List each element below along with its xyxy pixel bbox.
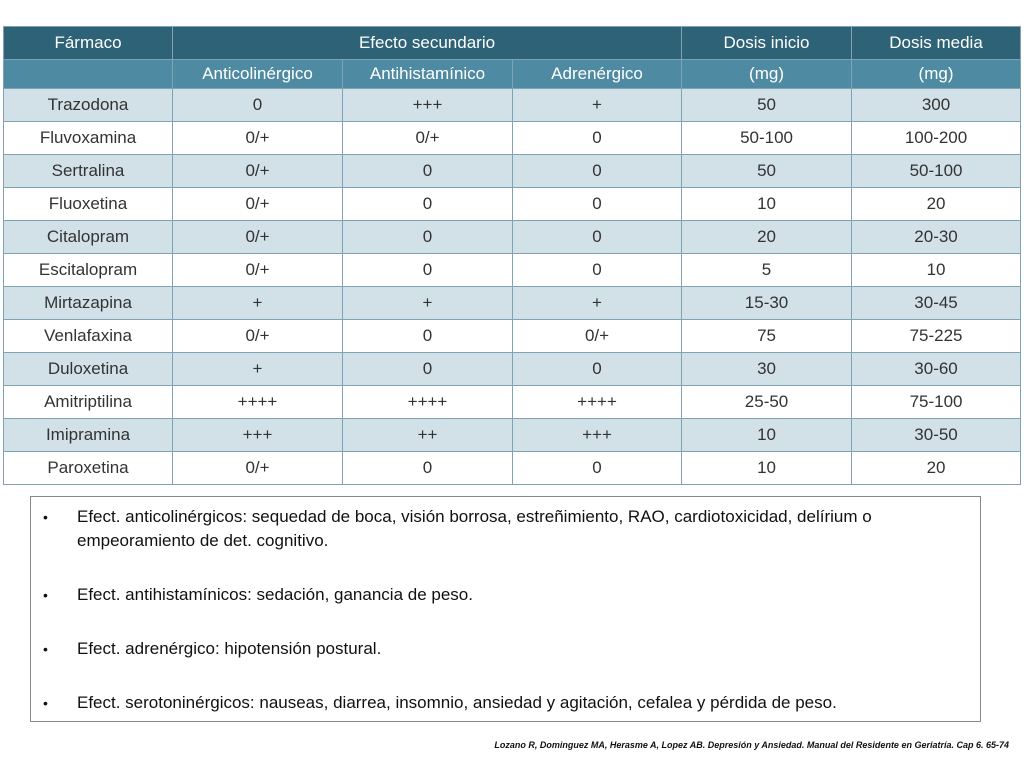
header-dosis-media: Dosis media — [852, 27, 1021, 60]
table-cell: +++ — [173, 419, 343, 452]
table-row — [4, 386, 1021, 419]
citation: Lozano R, Dominguez MA, Herasme A, Lopez AB. Depresión y Ansiedad. Manual del Residente en Geriatría. Cap 6. 65-74 — [494, 740, 1009, 750]
table-row — [4, 254, 1021, 287]
table-cell: + — [173, 353, 343, 386]
drug-name-cell: Imipramina — [4, 419, 173, 452]
drug-name-cell: Mirtazapina — [4, 287, 173, 320]
table-cell: 30-45 — [852, 287, 1021, 320]
table-cell: 50-100 — [852, 155, 1021, 188]
table-cell: 0 — [513, 353, 682, 386]
bullet-icon: • — [43, 509, 48, 525]
bullet-icon: • — [43, 695, 48, 711]
table-row — [4, 89, 1021, 122]
drug-name-cell: Amitriptilina — [4, 386, 173, 419]
table-cell: 30 — [682, 353, 852, 386]
table-cell: 0 — [343, 155, 513, 188]
table-cell: 0/+ — [173, 452, 343, 485]
table-cell: 0/+ — [343, 122, 513, 155]
drug-name-cell: Venlafaxina — [4, 320, 173, 353]
table-cell: 10 — [682, 452, 852, 485]
header-anticolinergico: Anticolinérgico — [173, 60, 343, 89]
table-cell: + — [513, 89, 682, 122]
bullet-icon: • — [43, 641, 48, 657]
table-cell: ++++ — [173, 386, 343, 419]
table-cell: 75 — [682, 320, 852, 353]
table-cell: 0 — [343, 221, 513, 254]
table-cell: 0 — [343, 254, 513, 287]
drug-name-cell: Trazodona — [4, 89, 173, 122]
table-cell: ++++ — [513, 386, 682, 419]
table-cell: 0 — [513, 221, 682, 254]
header-farmaco: Fármaco — [4, 27, 173, 60]
table-cell: 0 — [343, 320, 513, 353]
table-cell: 0 — [513, 254, 682, 287]
note-antihistaminicos: Efect. antihistamínicos: sedación, ganancia de peso. — [77, 585, 473, 604]
drug-name-cell: Paroxetina — [4, 452, 173, 485]
table-cell: 0 — [513, 188, 682, 221]
header-blank — [4, 60, 173, 89]
drug-name-cell: Duloxetina — [4, 353, 173, 386]
table-cell: + — [173, 287, 343, 320]
table-cell: 20 — [852, 188, 1021, 221]
table-cell: 0/+ — [173, 155, 343, 188]
table-cell: 100-200 — [852, 122, 1021, 155]
table-row — [4, 287, 1021, 320]
table-cell: 5 — [682, 254, 852, 287]
table-cell: + — [343, 287, 513, 320]
table-cell: 300 — [852, 89, 1021, 122]
table-cell: 15-30 — [682, 287, 852, 320]
table-cell: 0/+ — [173, 320, 343, 353]
table-cell: 0/+ — [173, 122, 343, 155]
drug-name-cell: Fluoxetina — [4, 188, 173, 221]
table-cell: 10 — [682, 419, 852, 452]
table-row — [4, 452, 1021, 485]
table-row — [4, 155, 1021, 188]
table-cell: 20 — [682, 221, 852, 254]
drug-name-cell: Escitalopram — [4, 254, 173, 287]
table-cell: 0/+ — [173, 254, 343, 287]
table-cell: 20-30 — [852, 221, 1021, 254]
drug-name-cell: Citalopram — [4, 221, 173, 254]
table-cell: 50 — [682, 155, 852, 188]
table-cell: 0 — [343, 353, 513, 386]
drug-side-effects-table — [3, 26, 1021, 485]
table-cell: ++++ — [343, 386, 513, 419]
table-cell: 0/+ — [173, 221, 343, 254]
header-dosis-media-unit: (mg) — [852, 60, 1021, 89]
table-row — [4, 419, 1021, 452]
table-cell: 0 — [343, 188, 513, 221]
table-row — [4, 122, 1021, 155]
note-serotoninergicos: Efect. serotoninérgicos: nauseas, diarrea, insomnio, ansiedad y agitación, cefalea y pérdida de peso. — [77, 693, 837, 712]
table-cell: + — [513, 287, 682, 320]
table-cell: 0 — [173, 89, 343, 122]
table-cell: 75-225 — [852, 320, 1021, 353]
table-cell: 25-50 — [682, 386, 852, 419]
note-anticolinergicos: Efect. anticolinérgicos: sequedad de boca, visión borrosa, estreñimiento, RAO, cardiotoxicidad, delírium o empeoramiento de det. cognitivo. — [77, 507, 872, 550]
table-cell: 0/+ — [173, 188, 343, 221]
header-efecto-secundario: Efecto secundario — [173, 27, 682, 60]
table-cell: 50-100 — [682, 122, 852, 155]
note-adrenergico: Efect. adrenérgico: hipotensión postural. — [77, 639, 382, 658]
table-cell: 30-60 — [852, 353, 1021, 386]
table-cell: 0 — [513, 155, 682, 188]
table-cell: 0 — [513, 452, 682, 485]
table-cell: +++ — [343, 89, 513, 122]
table-row — [4, 188, 1021, 221]
table-cell: 30-50 — [852, 419, 1021, 452]
header-antihistaminico: Antihistamínico — [343, 60, 513, 89]
table-cell: 10 — [852, 254, 1021, 287]
table-cell: 0/+ — [513, 320, 682, 353]
table-cell: +++ — [513, 419, 682, 452]
drug-name-cell: Sertralina — [4, 155, 173, 188]
header-dosis-inicio-unit: (mg) — [682, 60, 852, 89]
table-cell: 10 — [682, 188, 852, 221]
table-cell: 0 — [343, 452, 513, 485]
table-row — [4, 353, 1021, 386]
header-dosis-inicio: Dosis inicio — [682, 27, 852, 60]
table-row — [4, 320, 1021, 353]
table-cell: ++ — [343, 419, 513, 452]
table-row — [4, 221, 1021, 254]
table-cell: 20 — [852, 452, 1021, 485]
bullet-icon: • — [43, 587, 48, 603]
table-cell: 75-100 — [852, 386, 1021, 419]
header-adrenergico: Adrenérgico — [513, 60, 682, 89]
table-cell: 50 — [682, 89, 852, 122]
table-cell: 0 — [513, 122, 682, 155]
notes-box — [30, 496, 981, 722]
drug-name-cell: Fluvoxamina — [4, 122, 173, 155]
